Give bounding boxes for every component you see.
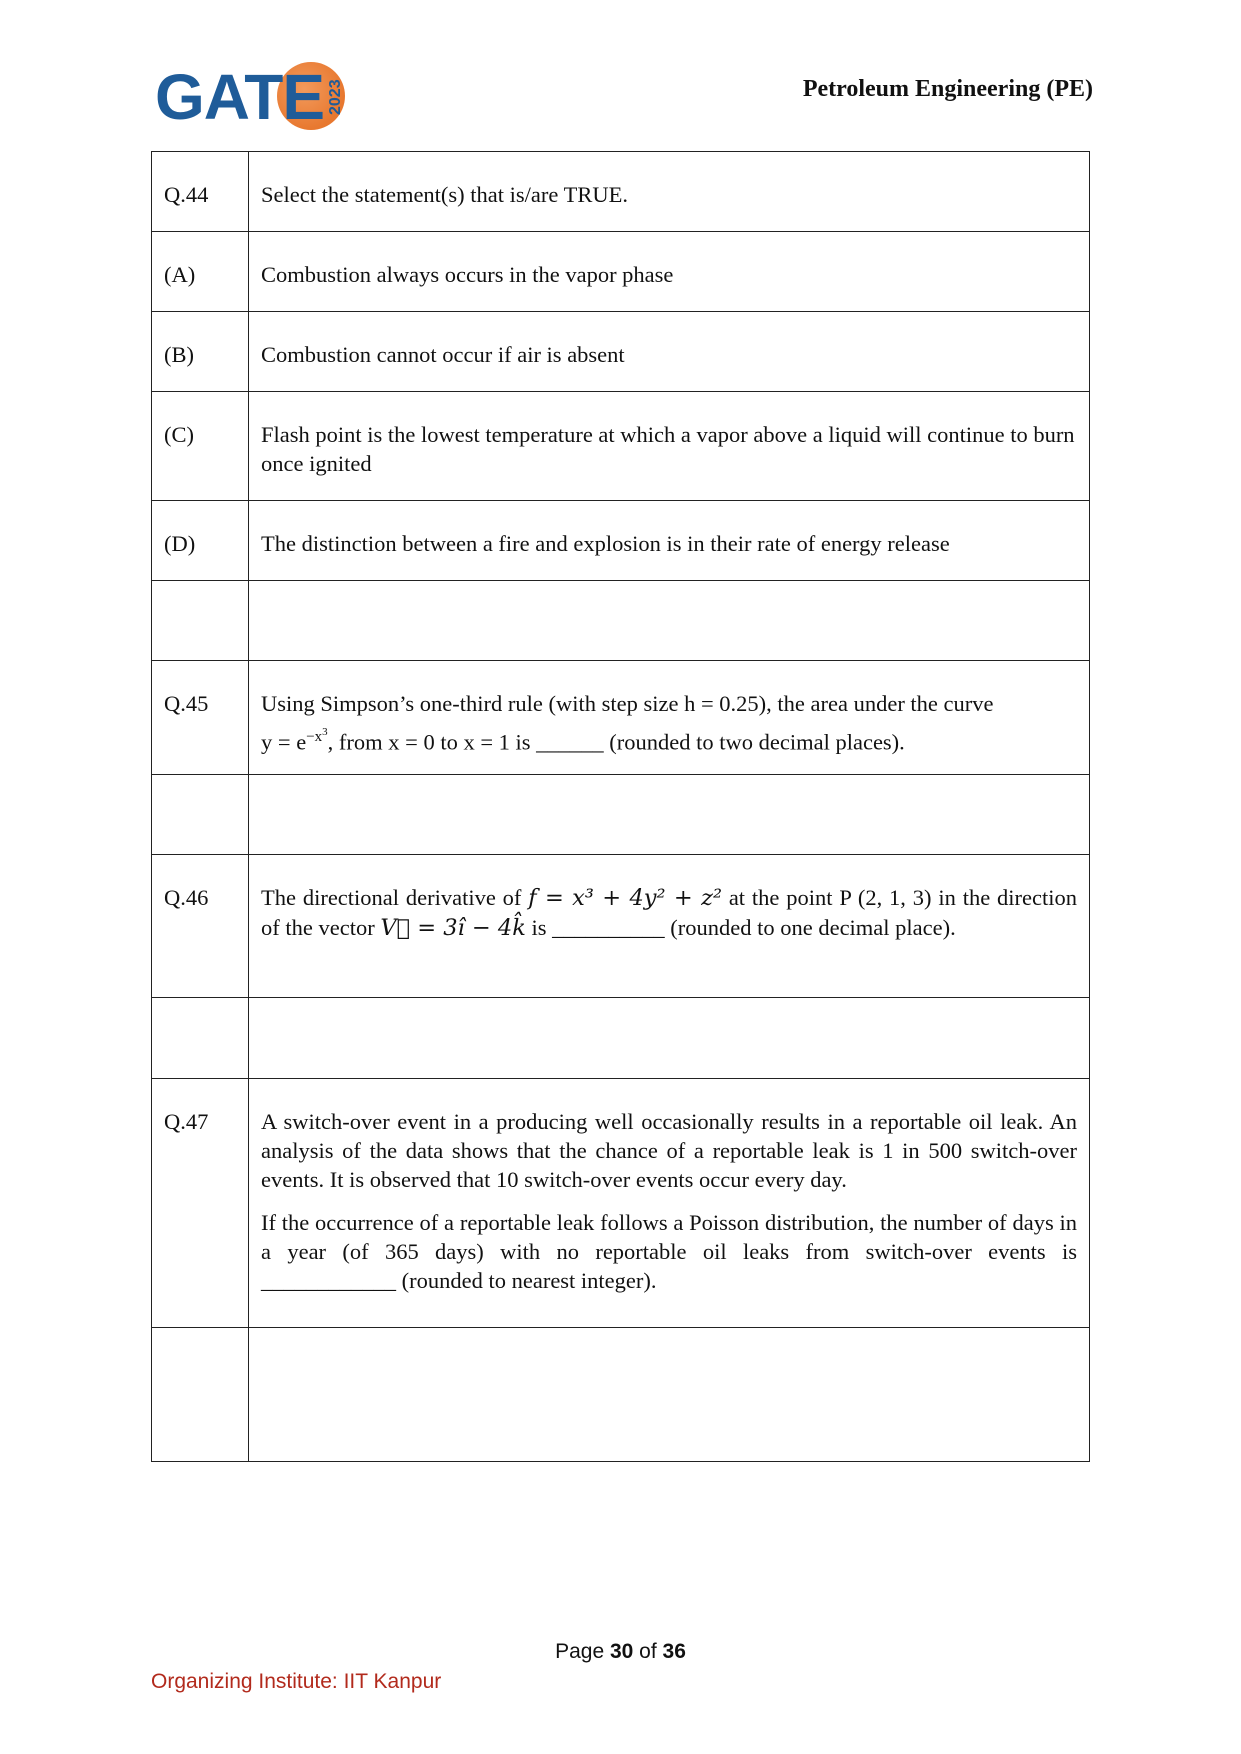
stem-part: The directional derivative of xyxy=(261,885,529,910)
table-row xyxy=(152,312,1090,392)
stem-suffix: , from x = 0 to x = 1 is ______ (rounded to two decimal places). xyxy=(327,729,905,755)
table-row xyxy=(152,1079,1090,1328)
option-label: (C) xyxy=(152,392,249,501)
question-number: Q.47 xyxy=(152,1079,249,1328)
question-stem: Select the statement(s) that is/are TRUE. xyxy=(249,152,1090,232)
option-text: The distinction between a fire and explosion is in their rate of energy release xyxy=(249,501,1090,581)
spacer-row xyxy=(152,775,1090,855)
table-row xyxy=(152,855,1090,998)
paragraph: A switch-over event in a producing well occasionally results in a reportable oil leak. An analysis of the data shows that the chance of a reportable leak is 1 in 500 switch-over events. It is observed that 10 switch-over events occur every day. xyxy=(261,1109,1077,1192)
option-label: (B) xyxy=(152,312,249,392)
table-row xyxy=(152,152,1090,232)
page-current: 30 xyxy=(609,1640,634,1663)
spacer-row xyxy=(152,1328,1090,1462)
logo-text: GATE xyxy=(155,61,325,133)
question-stem xyxy=(249,1079,1090,1328)
subject-title: Petroleum Engineering (PE) xyxy=(802,76,1093,102)
option-text: Flash point is the lowest temperature at which a vapor above a liquid will continue to burn once ignited xyxy=(249,392,1090,501)
question-table xyxy=(151,151,1090,1462)
vector-expression: V⃗ = 3î − 4k̂ xyxy=(380,915,526,941)
question-number: Q.44 xyxy=(152,152,249,232)
question-number: Q.46 xyxy=(152,855,249,998)
option-label: (D) xyxy=(152,501,249,581)
spacer-row xyxy=(152,998,1090,1079)
page-total: 36 xyxy=(662,1640,686,1663)
question-stem xyxy=(249,855,1090,998)
option-label: (A) xyxy=(152,232,249,312)
option-text: Combustion always occurs in the vapor phase xyxy=(249,232,1090,312)
option-text: Combustion cannot occur if air is absent xyxy=(249,312,1090,392)
stem-part: is __________ (rounded to one decimal place). xyxy=(525,915,956,940)
question-stem xyxy=(249,661,1090,775)
table-row xyxy=(152,232,1090,312)
question-number: Q.45 xyxy=(152,661,249,775)
gate-logo xyxy=(155,56,365,138)
function-expression: f = x³ + 4y² + z² xyxy=(528,885,722,911)
paragraph: If the occurrence of a reportable leak follows a Poisson distribution, the number of days in a year (of 365 days) with no reportable oil leaks from switch-over events is ____________ (rounded to nearest integer). xyxy=(261,1210,1077,1293)
organizing-institute: Organizing Institute: IIT Kanpur xyxy=(151,1670,442,1693)
stem-line: Using Simpson’s one-third rule (with step size h = 0.25), the area under the curve xyxy=(261,691,994,716)
page-number: Page 30 of 36 xyxy=(555,1640,686,1663)
stem-part: at the point P (2, 1, 3) in the direction of the vector xyxy=(261,885,1077,940)
logo-year: 2023 xyxy=(327,79,344,115)
table-row xyxy=(152,392,1090,501)
exponent: −x xyxy=(306,729,323,745)
stem-curve-prefix: y = e xyxy=(261,729,307,755)
spacer-row xyxy=(152,581,1090,661)
table-row xyxy=(152,661,1090,775)
exponent-power: 3 xyxy=(322,726,328,738)
table-row xyxy=(152,501,1090,581)
